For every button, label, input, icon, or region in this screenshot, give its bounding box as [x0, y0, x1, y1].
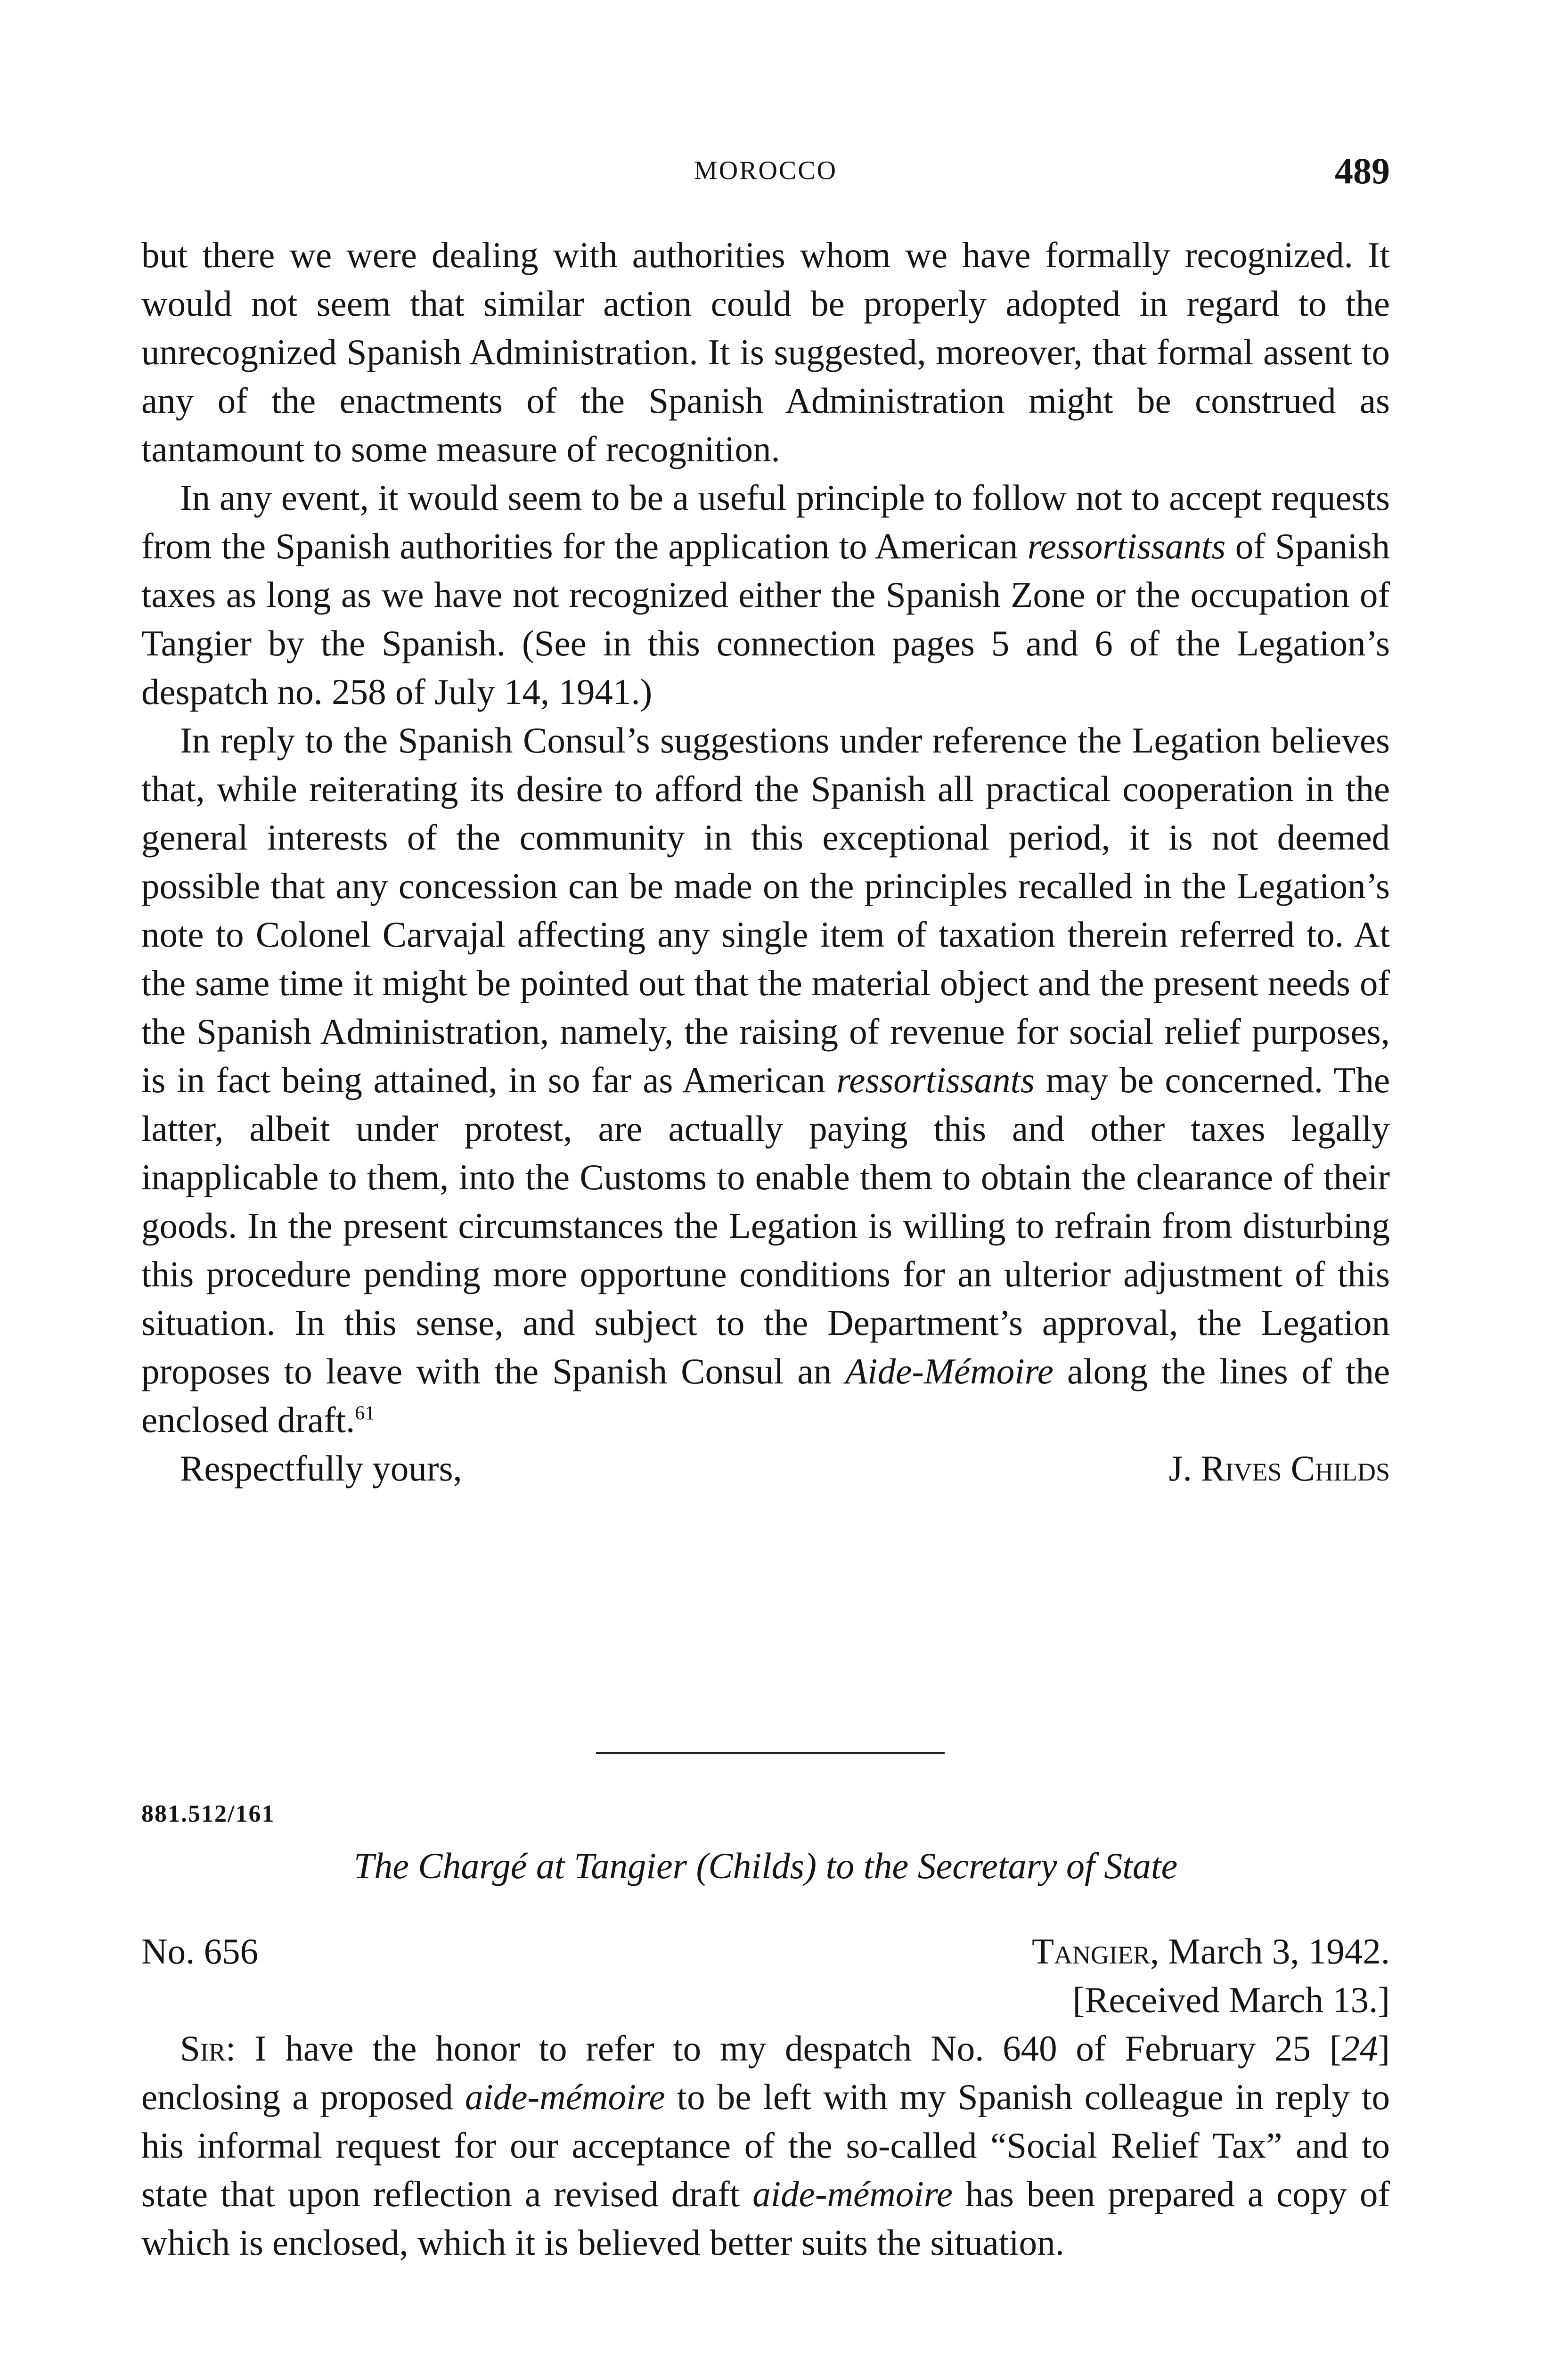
- paragraph-continuation: [141, 231, 1390, 474]
- date: March 3, 1942.: [1168, 1931, 1390, 1972]
- page-header: [141, 150, 1390, 202]
- paragraph-text: In any event, it would seem to be a useful principle to follow not to accept requests from the Spanish authorities for the application to American: [141, 477, 1390, 566]
- despatch-number: No. 656: [141, 1931, 259, 1972]
- paragraph: [141, 716, 1390, 1444]
- bracketed-correction: 24: [1341, 2028, 1378, 2069]
- footnote-reference: 61: [355, 1402, 375, 1424]
- italic-term: aide-mémoire: [752, 2174, 953, 2214]
- paragraph-text: but there we were dealing with authorities whom we have formally recognized. It would not seem that similar action could be properly adopted in regard to the unrecognized Spanish Administration. It is suggested, moreover, that formal assent to any of the enactments of the Spanish Administration might be construed as tantamount to some measure of recognition.: [141, 235, 1390, 469]
- file-number: 881.512/161: [141, 1800, 275, 1827]
- dateline: [141, 1927, 1390, 1976]
- italic-term: ressortissants: [836, 1060, 1035, 1100]
- second-document: [141, 1927, 1390, 2267]
- received-note: [Received March 13.]: [1072, 1980, 1390, 2020]
- paragraph-text: along the lines of the enclosed draft.: [141, 1351, 1390, 1440]
- paragraph: [141, 2024, 1390, 2267]
- letter-body: [141, 231, 1390, 1493]
- paragraph-text: to be left with my Spanish colleague in reply to his informal request for our acceptance of the so-called “Social Relief Tax” and to state that upon reflection a revised draft: [141, 2077, 1390, 2214]
- document-title: The Chargé at Tangier (Childs) to the Secretary of State: [353, 1845, 1178, 1886]
- page-number: 489: [1335, 150, 1390, 191]
- paragraph-text: has been prepared a copy of which is enclosed, which it is believed better suits the situation.: [141, 2174, 1390, 2263]
- italic-term: ressortissants: [1027, 526, 1226, 566]
- paragraph-text: ] enclosing a proposed: [141, 2028, 1390, 2117]
- paragraph-text: may be concerned. The latter, albeit under protest, are actually paying this and other taxes legally inapplicable to them, into the Customs to enable them to obtain the clearance of their goods. In the present circumstances the Legation is willing to refrain from disturbing this procedure pending more opportune conditions for an ulterior adjustment of this situation. In this sense, and subject to the Department’s approval, the Legation proposes to leave with the Spanish Consul an: [141, 1060, 1390, 1391]
- italic-term: aide-mémoire: [465, 2077, 665, 2117]
- paragraph-text: of Spanish taxes as long as we have not recognized either the Spanish Zone or the occupation of Tangier by the Spanish. (See in this connection pages 5 and 6 of the Legation’s despatch no. 258 of July 14, 1941.): [141, 526, 1390, 712]
- place: Tangier,: [1032, 1931, 1160, 1972]
- paragraph-text: In reply to the Spanish Consul’s suggestions under reference the Legation believes that, while reiterating its desire to afford the Spanish all practical cooperation in the general interests of the community in this exceptional period, it is not deemed possible that any concession can be made on the principles recalled in the Legation’s note to Colonel Carvajal affecting any single item of taxation therein referred to. At the same time it might be pointed out that the material object and the present needs of the Spanish Administration, namely, the raising of revenue for social relief purposes, is in fact being attained, in so far as American: [141, 720, 1390, 1100]
- paragraph: [141, 474, 1390, 716]
- paragraph-text: : I have the honor to refer to my despatch No. 640 of February 25 [: [225, 2028, 1342, 2069]
- section-divider: [596, 1752, 945, 1754]
- running-head: MOROCCO: [694, 156, 838, 185]
- closing: Respectfully yours,: [180, 1448, 462, 1489]
- italic-term: Aide-Mémoire: [845, 1351, 1054, 1391]
- place-date: [1032, 1927, 1390, 1976]
- signature: J. Rives Childs: [1168, 1448, 1390, 1489]
- salutation: Sir: [180, 2028, 226, 2069]
- signature-line: [141, 1444, 1390, 1493]
